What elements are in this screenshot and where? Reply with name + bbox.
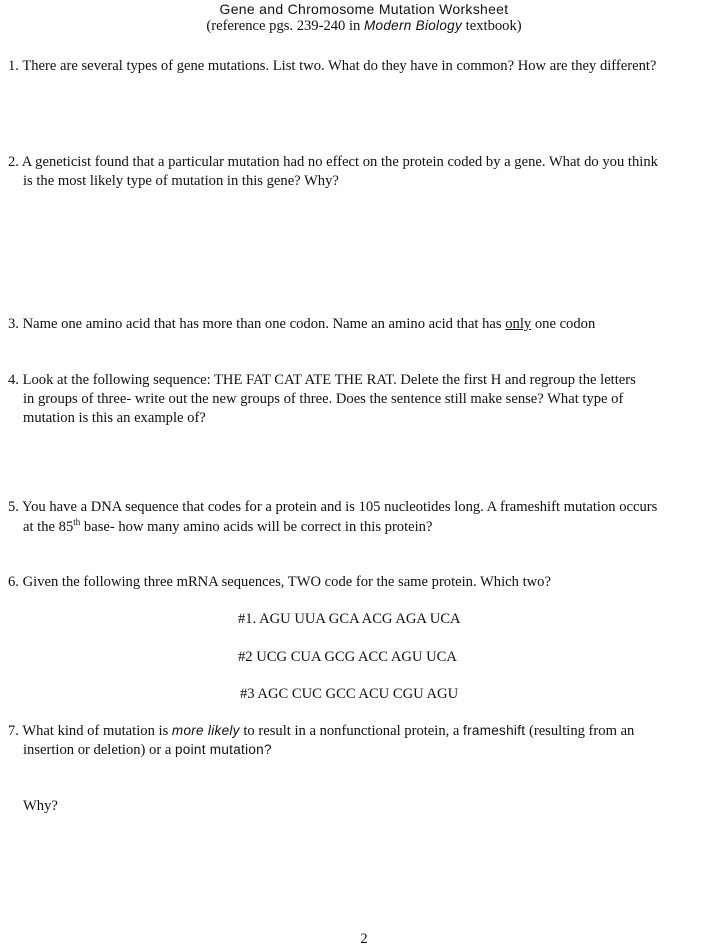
- subtitle-text: (reference pgs. 239-240 in: [206, 18, 365, 34]
- q3-text: 3. Name one amino acid that has more than one codon. Name an amino acid that has: [8, 316, 506, 332]
- question-2-line-1: 2. A geneticist found that a particular mutation had no effect on the protein coded by a gene. What do you think: [8, 154, 658, 170]
- question-4-line-1: 4. Look at the following sequence: THE FAT CAT ATE THE RAT. Delete the first H and regroup the letters: [8, 372, 636, 388]
- question-4-line-2: in groups of three- write out the new groups of three. Does the sentence still make sense? What type of: [23, 391, 624, 407]
- question-7-why: Why?: [23, 798, 58, 814]
- q7-frameshift: frameshift: [463, 723, 526, 738]
- book-title: Modern Biology: [364, 18, 463, 33]
- worksheet-subtitle: [0, 17, 728, 35]
- question-6: 6. Given the following three mRNA sequences, TWO code for the same protein. Which two?: [8, 574, 551, 590]
- q7-more-likely: more likely: [171, 723, 240, 738]
- page-number: 2: [360, 931, 368, 947]
- question-7-line-2: [23, 741, 272, 759]
- q7-text: 7. What kind of mutation is: [8, 723, 172, 739]
- sequence-2: #2 UCG CUA GCG ACC AGU UCA: [238, 649, 457, 665]
- worksheet-title: Gene and Chromosome Mutation Worksheet: [219, 1, 509, 17]
- question-5-line-2: [23, 518, 432, 536]
- question-5-line-1: 5. You have a DNA sequence that codes for a protein and is 105 nucleotides long. A frameshift mutation occurs: [8, 499, 658, 515]
- q7-text-2: to result in a nonfunctional protein, a: [239, 723, 464, 739]
- q5-text: at the 85: [23, 519, 74, 535]
- q5-text-end: base- how many amino acids will be correct in this protein?: [80, 519, 433, 535]
- question-4-line-3: mutation is this an example of?: [23, 410, 206, 426]
- q3-only-underlined: only: [505, 316, 532, 332]
- q7-text-3: (resulting from an: [525, 723, 635, 739]
- subtitle-text-end: textbook): [462, 18, 522, 34]
- q7-point-mutation: point mutation: [174, 742, 264, 757]
- sequence-3: #3 AGC CUC GCC ACU CGU AGU: [240, 686, 459, 702]
- q5-superscript: th: [73, 517, 81, 528]
- q7-text-4: insertion or deletion) or a: [23, 742, 175, 758]
- q3-text-end: one codon: [531, 316, 596, 332]
- sequence-1: #1. AGU UUA GCA ACG AGA UCA: [238, 611, 461, 627]
- question-1: 1. There are several types of gene mutations. List two. What do they have in common? How are they different?: [8, 58, 657, 74]
- question-3: [8, 315, 595, 333]
- q7-question-mark: ?: [264, 742, 272, 757]
- question-7-line-1: [8, 722, 634, 740]
- question-2-line-2: is the most likely type of mutation in this gene? Why?: [23, 173, 339, 189]
